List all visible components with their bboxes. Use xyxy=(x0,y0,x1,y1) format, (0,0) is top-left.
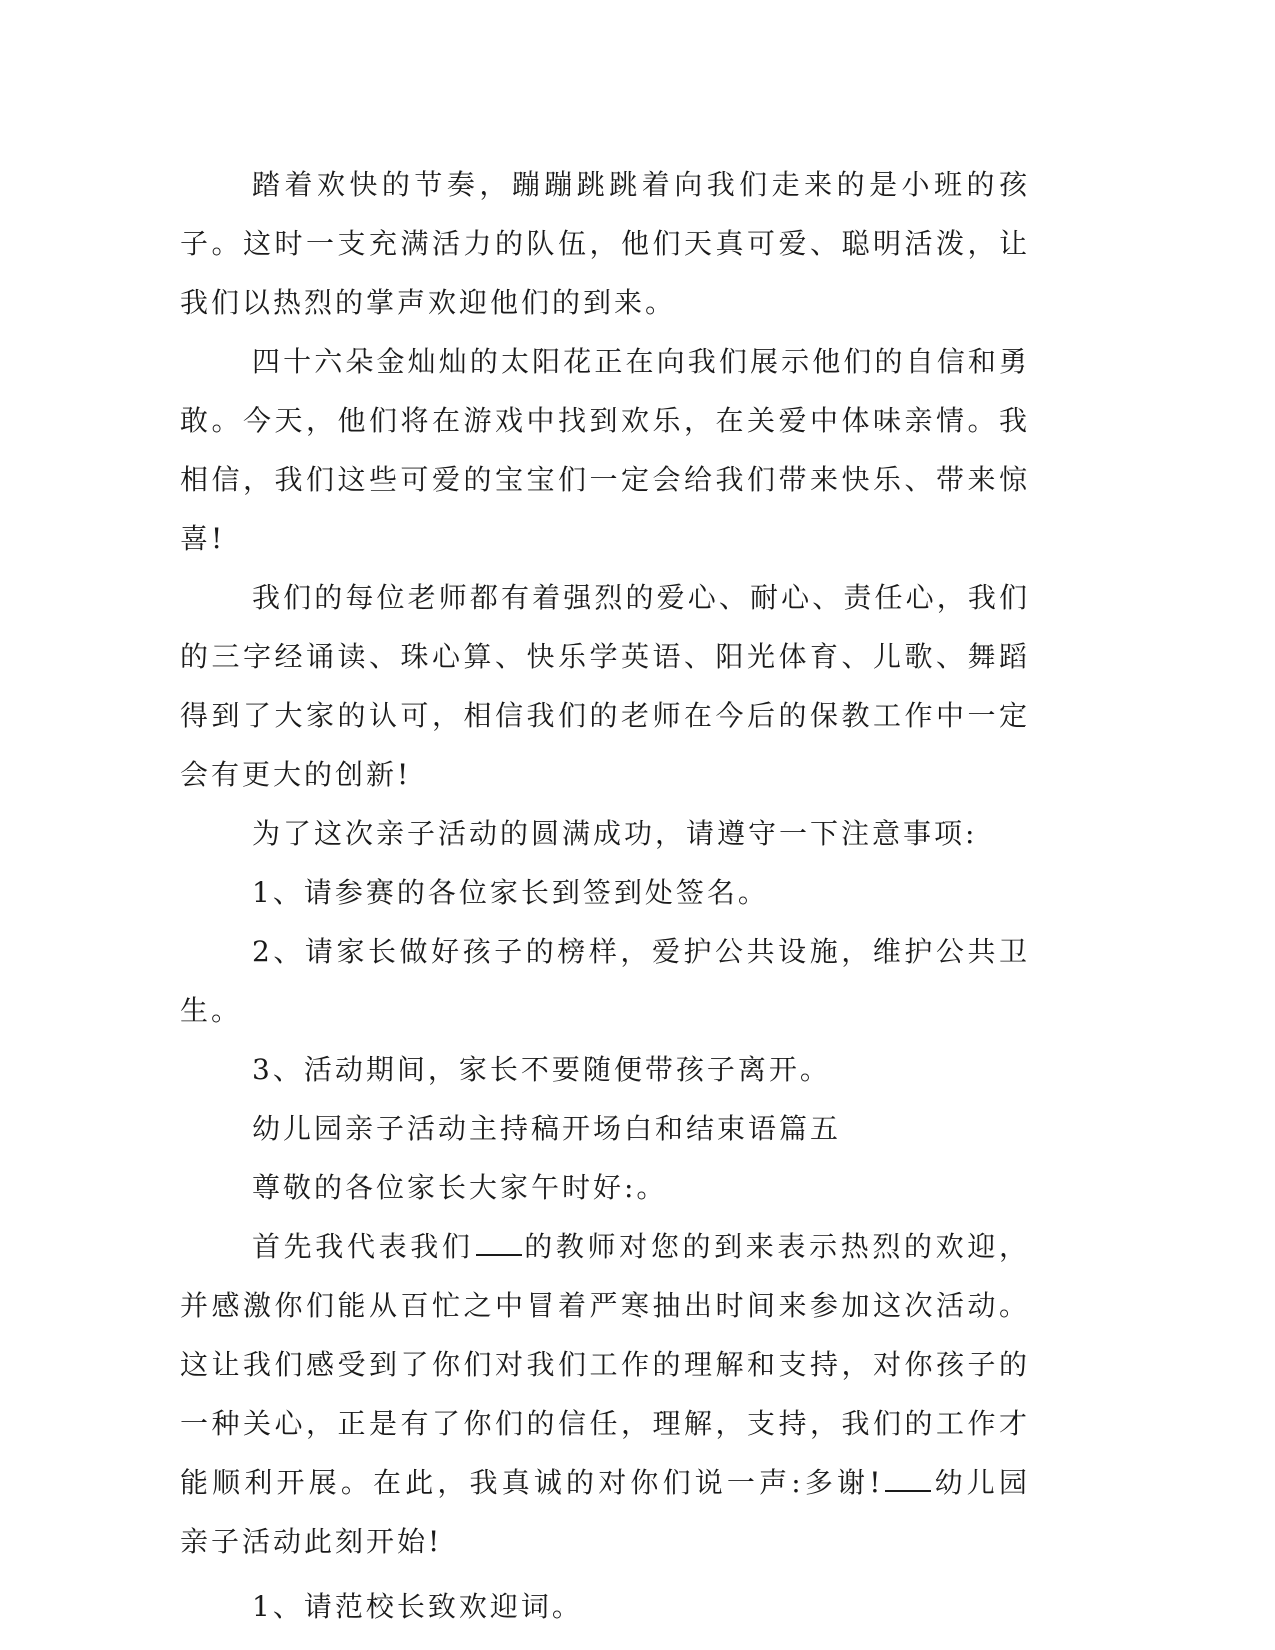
welcome-part-2: 的教师对您的到来表示热烈的欢迎，并感激你们能从百忙之中冒着严寒抽出时间来参加这次活动。这让我们感受到了你们对我们工作的理解和支持，对你孩子的一种关心，正是有了你们的信任，理解，支持，我们的工作才能顺利开展。在此，我真诚的对你们说一声:多谢! xyxy=(180,1230,1030,1499)
section-heading: 幼儿园亲子活动主持稿开场白和结束语篇五 xyxy=(252,1112,842,1145)
paragraph-notice-intro: 为了这次亲子活动的圆满成功，请遵守一下注意事项: xyxy=(252,817,978,850)
program-item-1: 1、请范校长致欢迎词。 xyxy=(252,1590,583,1623)
paragraph-small-class: 踏着欢快的节奏，蹦蹦跳跳着向我们走来的是小班的孩子。这时一支充满活力的队伍，他们天真可爱、聪明活泼，让我们以热烈的掌声欢迎他们的到来。 xyxy=(180,168,1030,319)
paragraph-welcome xyxy=(180,1217,1030,1571)
document-body xyxy=(180,155,1030,1636)
notice-item-1: 1、请参赛的各位家长到签到处签名。 xyxy=(252,876,769,909)
blank-underline xyxy=(476,1230,522,1256)
welcome-part-3: 幼儿园亲子活动此刻开始! xyxy=(180,1466,1030,1558)
blank-underline xyxy=(885,1466,931,1492)
notice-item-2: 2、请家长做好孩子的榜样，爱护公共设施，维护公共卫生。 xyxy=(180,935,1030,1027)
notice-item-3: 3、活动期间，家长不要随便带孩子离开。 xyxy=(252,1053,831,1086)
paragraph-sunflowers: 四十六朵金灿灿的太阳花正在向我们展示他们的自信和勇敢。今天，他们将在游戏中找到欢乐，在关爱中体味亲情。我相信，我们这些可爱的宝宝们一定会给我们带来快乐、带来惊喜! xyxy=(180,345,1030,555)
greeting: 尊敬的各位家长大家午时好:。 xyxy=(252,1171,668,1204)
paragraph-teachers: 我们的每位老师都有着强烈的爱心、耐心、责任心，我们的三字经诵读、珠心算、快乐学英语、阳光体育、儿歌、舞蹈得到了大家的认可，相信我们的老师在今后的保教工作中一定会有更大的创新! xyxy=(180,581,1030,791)
welcome-part-1: 首先我代表我们 xyxy=(252,1230,474,1263)
